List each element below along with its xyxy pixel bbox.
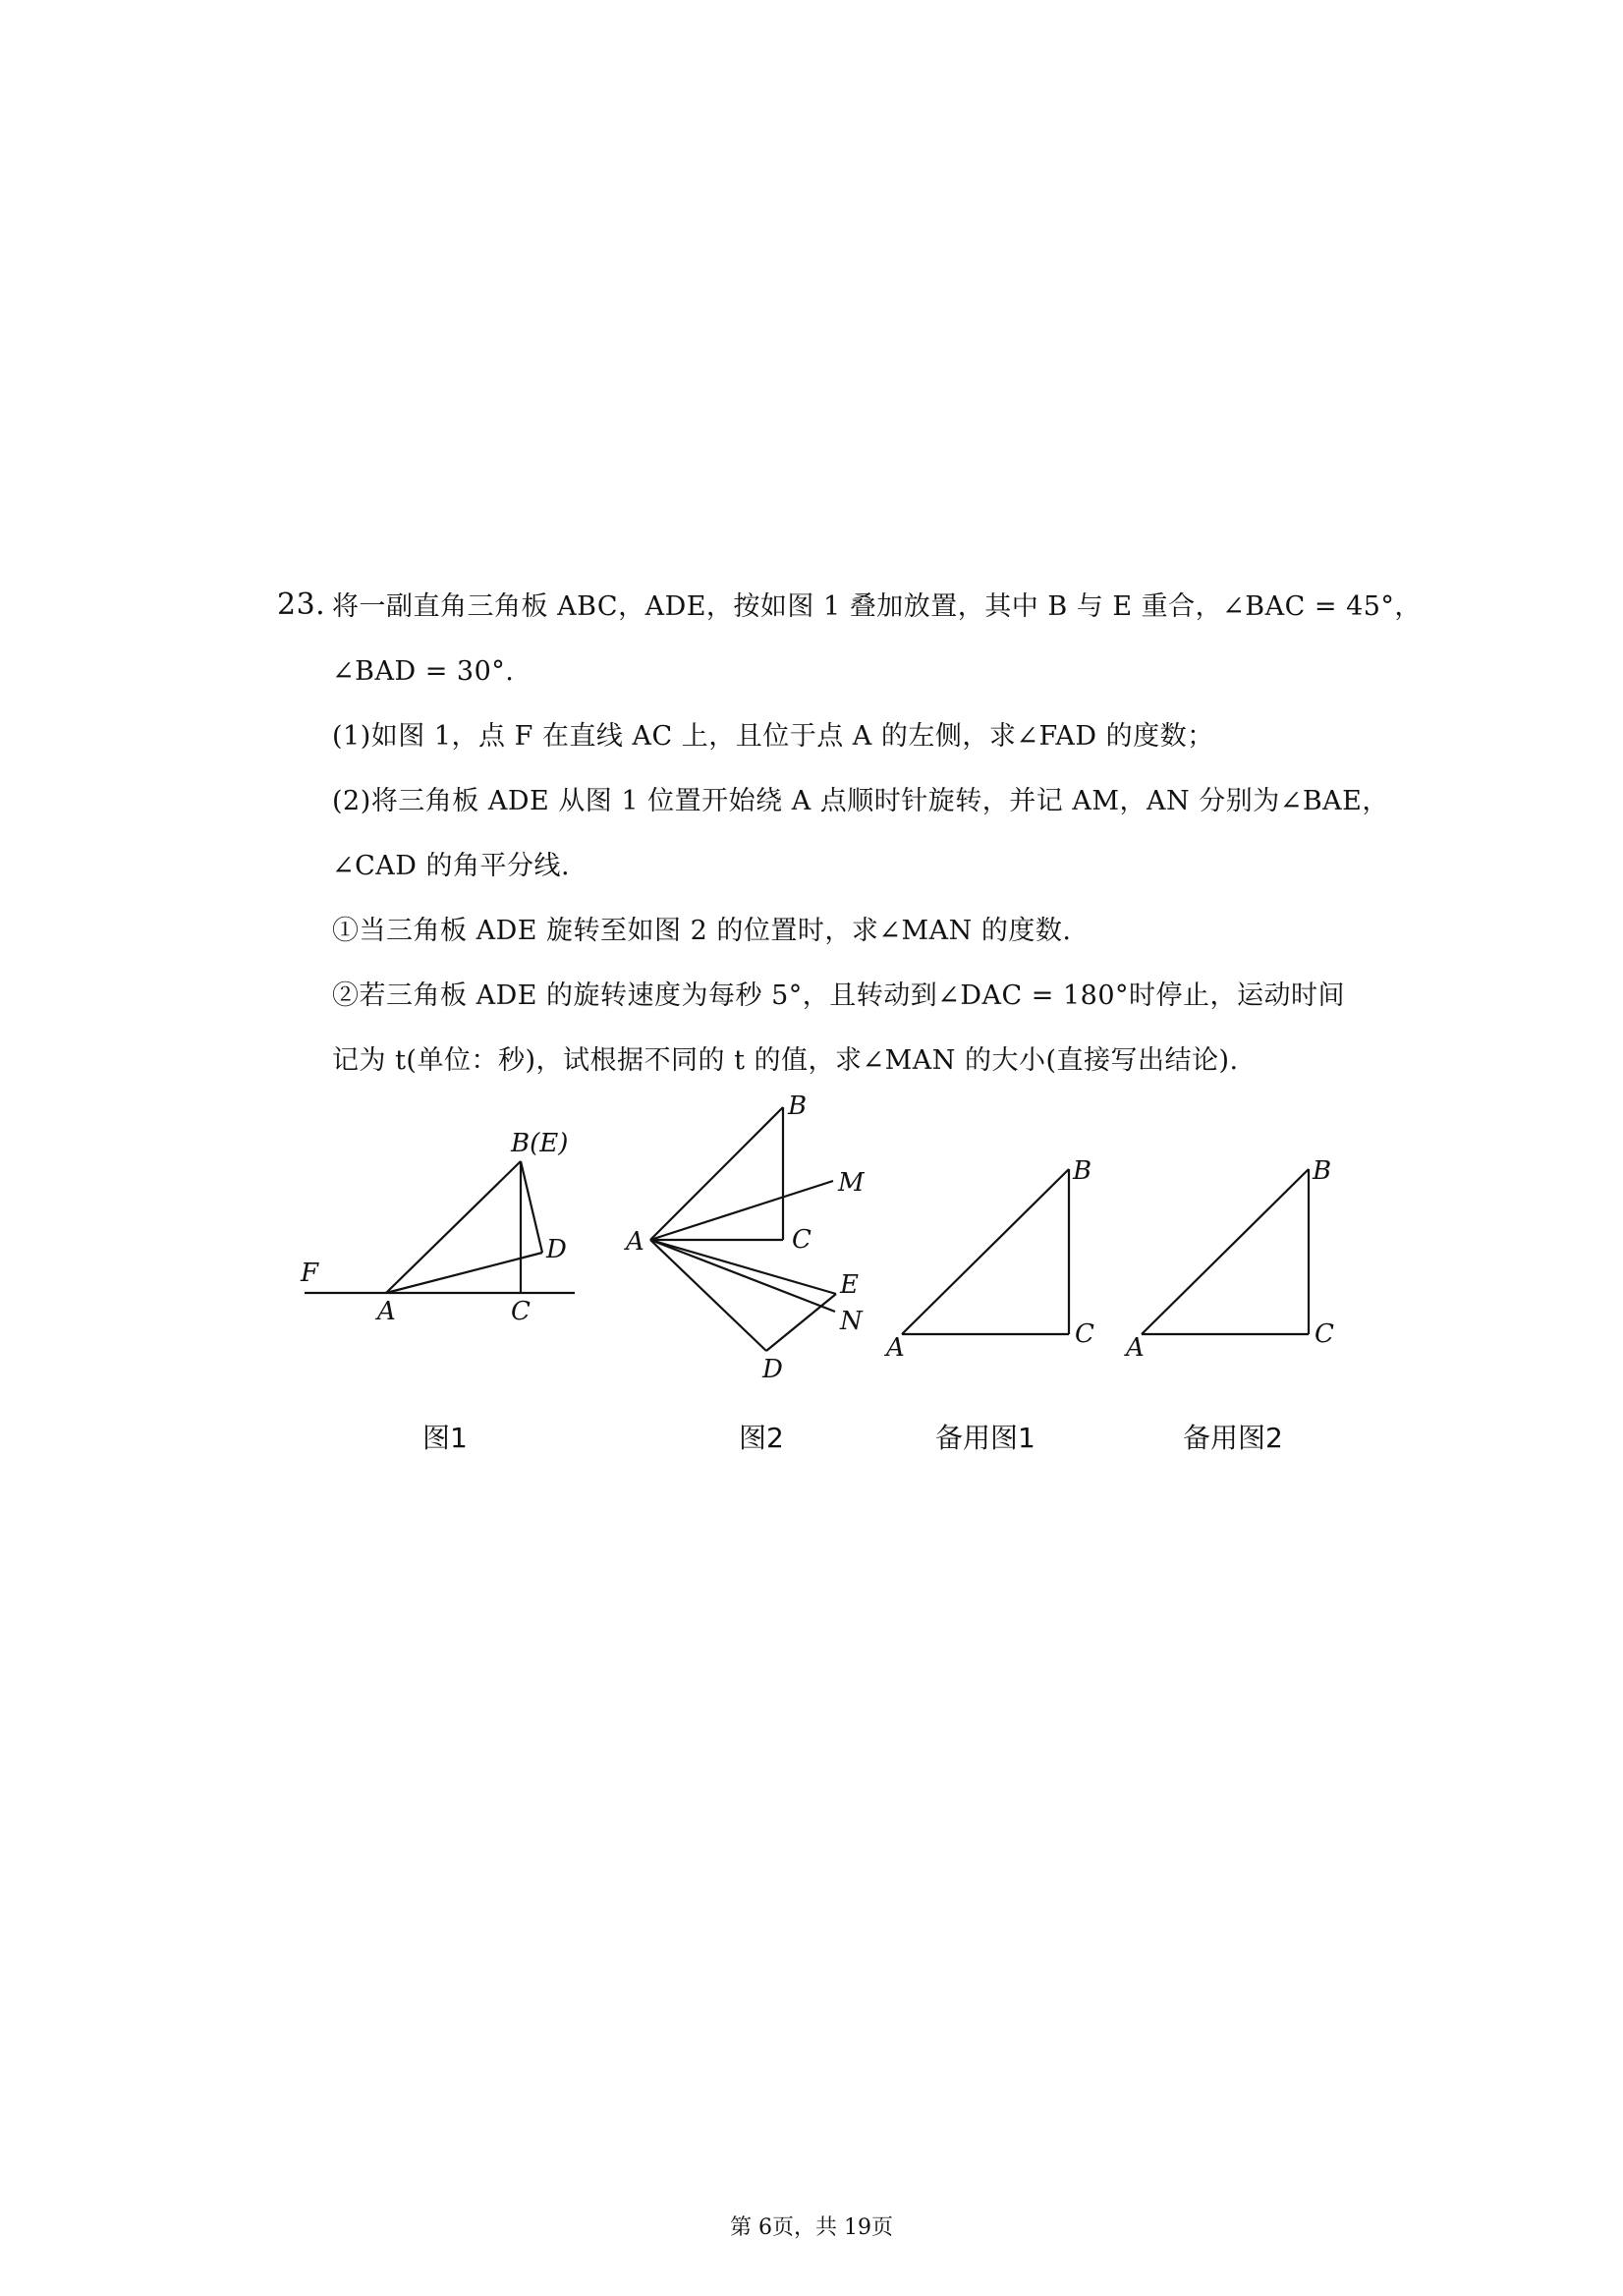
label-A: A — [626, 1227, 644, 1257]
part-2-line-1: (2)将三角板 ADE 从图 1 位置开始绕 A 点顺时针旋转，并记 AM，AN 分别为∠BAE， — [332, 786, 1389, 816]
segment-AB — [1142, 1169, 1309, 1334]
label-E: E — [840, 1270, 859, 1300]
label-B: B — [788, 1092, 808, 1121]
question-number: 23. — [277, 588, 326, 622]
label-BE: B(E) — [511, 1129, 569, 1158]
label-D: D — [762, 1355, 783, 1384]
label-C: C — [511, 1297, 531, 1326]
spare-figure-1 — [902, 1169, 1069, 1334]
segment-AB — [650, 1107, 783, 1240]
label-A: A — [377, 1297, 396, 1326]
sub-question-1: ①当三角板 ADE 旋转至如图 2 的位置时，求∠MAN 的度数. — [332, 916, 1072, 946]
question-line-2: ∠BAD = 30°. — [332, 656, 515, 687]
segment-DE — [766, 1294, 836, 1351]
label-A: A — [886, 1333, 905, 1363]
caption-figure-1: 图1 — [422, 1422, 468, 1454]
label-B: B — [1313, 1156, 1332, 1186]
segment-AD — [386, 1253, 542, 1293]
label-C: C — [1075, 1319, 1094, 1349]
caption-spare-1: 备用图1 — [935, 1422, 1035, 1454]
label-B: B — [1073, 1156, 1092, 1186]
label-F: F — [301, 1259, 319, 1288]
segment-BD — [521, 1161, 542, 1253]
label-A: A — [1126, 1333, 1145, 1363]
sub-question-2-line-1: ②若三角板 ADE 的旋转速度为每秒 5°，且转动到∠DAC = 180°时停止，运动时间 — [332, 980, 1346, 1011]
part-2-line-2: ∠CAD 的角平分线. — [332, 851, 571, 881]
caption-spare-2: 备用图2 — [1183, 1422, 1283, 1454]
sub-question-2-line-2: 记为 t(单位：秒)，试根据不同的 t 的值，求∠MAN 的大小(直接写出结论). — [332, 1045, 1239, 1076]
label-C: C — [792, 1225, 812, 1255]
part-1: (1)如图 1，点 F 在直线 AC 上，且位于点 A 的左侧，求∠FAD 的度数； — [332, 721, 1214, 752]
label-C: C — [1315, 1319, 1334, 1349]
label-N: N — [840, 1307, 863, 1336]
spare-figure-2 — [1142, 1169, 1309, 1334]
label-M: M — [838, 1168, 865, 1198]
caption-figure-2: 图2 — [739, 1422, 784, 1454]
segment-AB — [902, 1169, 1069, 1334]
segment-AB — [386, 1161, 521, 1293]
figure-1 — [305, 1161, 575, 1293]
page-footer: 第 6页，共 19页 — [730, 2215, 893, 2240]
question-line-1: 将一副直角三角板 ABC，ADE，按如图 1 叠加放置，其中 B 与 E 重合，∠BAC = 45°， — [332, 591, 1422, 622]
label-D: D — [546, 1235, 567, 1264]
